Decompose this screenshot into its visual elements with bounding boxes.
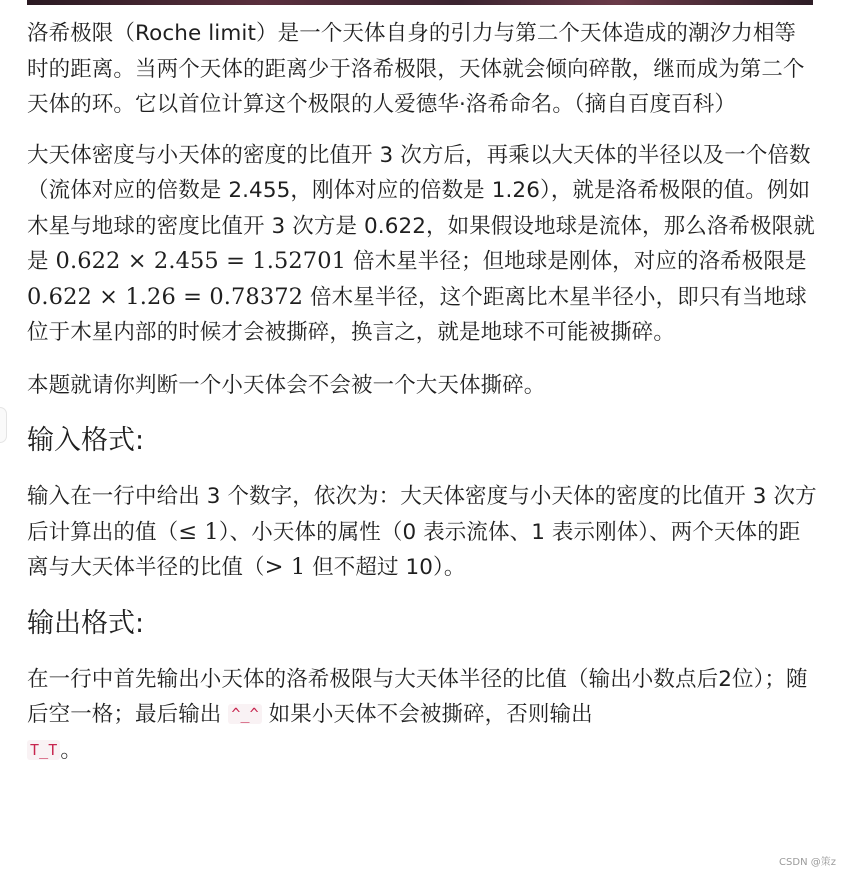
output-text-1: 在一行中首先输出小天体的洛希极限与大天体半径的比值（输出小数点后2位）；随后空一格；最后输出 bbox=[27, 666, 808, 727]
input-math-gt-1: > 1 bbox=[264, 554, 306, 580]
csdn-watermark: CSDN @策z bbox=[779, 857, 836, 868]
output-text-3: 。 bbox=[60, 737, 83, 763]
explanation-text-1: 大天体密度与小天体的密度的比值开 3 次方后，再乘以大天体的半径以及一个倍数（流体对应的倍数是 2.455，刚体对应的倍数是 1.26），就是洛希极限的值。例如木星与地球的密度比值开 3 次方是 0.622，如果假设地球是流体，那么洛希极限就是 bbox=[27, 142, 815, 274]
formula-fluid: 0.622 × 2.455 = 1.52701 bbox=[55, 248, 347, 274]
code-sad: T_T bbox=[27, 740, 60, 760]
explanation-text-3: 倍木星半径，这个距离比木星半径小，即只有当地球位于木星内部的时候才会被撕碎，换言之，就是地球不可能被撕碎。 bbox=[27, 284, 807, 345]
formula-rigid: 0.622 × 1.26 = 0.78372 bbox=[27, 283, 304, 310]
output-format-paragraph bbox=[27, 662, 817, 769]
explanation-text-2: 倍木星半径；但地球是刚体，对应的洛希极限是 bbox=[346, 249, 807, 274]
explanation-paragraph bbox=[27, 138, 817, 351]
input-format-heading: 输入格式: bbox=[27, 425, 145, 456]
task-paragraph: 本题就请你判断一个小天体会不会被一个大天体撕碎。 bbox=[27, 372, 546, 398]
code-happy: ^_^ bbox=[228, 704, 261, 724]
input-format-paragraph bbox=[27, 479, 817, 586]
problem-description bbox=[27, 16, 817, 768]
output-text-2: 如果小天体不会被撕碎，否则输出 bbox=[261, 702, 593, 727]
top-banner-image bbox=[27, 0, 813, 5]
input-text-2: ）、小天体的属性（0 表示流体、1 表示刚体）、两个天体的距离与大天体半径的比值（ bbox=[27, 519, 801, 580]
input-text-1: 输入在一行中给出 3 个数字，依次为：大天体密度与小天体的密度的比值开 3 次方后计算出的值（ bbox=[27, 484, 817, 545]
input-math-le-1: ≤ 1 bbox=[178, 518, 219, 545]
input-text-3: 但不超过 10）。 bbox=[305, 555, 466, 580]
output-format-heading: 输出格式: bbox=[27, 607, 145, 639]
side-handle[interactable] bbox=[0, 407, 7, 443]
intro-paragraph: 洛希极限（Roche limit）是一个天体自身的引力与第二个天体造成的潮汐力相等时的距离。当两个天体的距离少于洛希极限，天体就会倾向碎散，继而成为第二个天体的环。它以首位计算这个极限的人爱德华·洛希命名。（摘自百度百科） bbox=[27, 21, 805, 117]
